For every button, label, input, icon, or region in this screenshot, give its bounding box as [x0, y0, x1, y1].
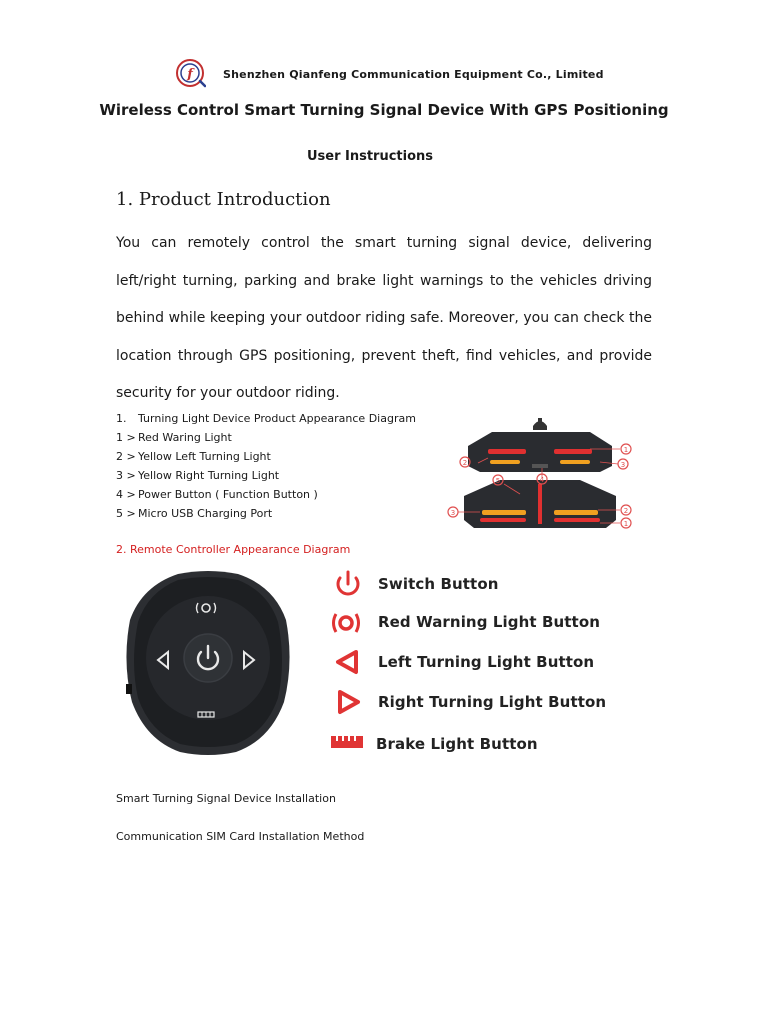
remote-heading: 2. Remote Controller Appearance Diagram — [116, 543, 351, 556]
legend-label: Left Turning Light Button — [378, 653, 595, 671]
document-title: Wireless Control Smart Turning Signal Device With GPS Positioning — [99, 101, 669, 119]
callout-label: 5 — [495, 477, 501, 485]
list-item: 4 > Power Button ( Function Button ) — [116, 488, 318, 501]
intro-paragraph: You can remotely control the smart turning signal device, delivering left/right turning, parking and brake light warnings to the vehicles driving behind while keeping your outdoor riding safe. Moreover, you can check the location through GPS positioning, prevent theft, find vehicles, and provide security for your outdoor riding. — [116, 235, 652, 402]
list-item: 3 > Yellow Right Turning Light — [116, 469, 280, 482]
legend-item-left-turn — [330, 646, 610, 680]
right-arrow-icon — [330, 686, 366, 718]
left-arrow-icon — [330, 646, 366, 678]
list-item: 2 > Yellow Left Turning Light — [116, 450, 271, 463]
brake-icon — [330, 726, 366, 758]
document-subtitle: User Instructions — [306, 149, 434, 164]
company-name: Shenzhen Qianfeng Communication Equipment Co., Limited — [223, 68, 604, 81]
legend-item-switch — [330, 568, 610, 602]
list-item: 5 > Micro USB Charging Port — [116, 507, 273, 520]
legend-label: Red Warning Light Button — [378, 613, 601, 631]
legend-label: Switch Button — [378, 575, 499, 593]
callout-label: 3 — [620, 461, 626, 469]
callout-label: 2 — [623, 507, 629, 515]
legend-item-brake — [330, 726, 610, 760]
section-heading-intro: 1. Product Introduction — [116, 189, 331, 210]
remote-controller-diagram — [124, 570, 292, 756]
sim-installation-heading: Communication SIM Card Installation Method — [116, 830, 365, 843]
company-logo — [174, 57, 206, 89]
callout-label: 1 — [623, 520, 629, 528]
legend-item-right-turn — [330, 686, 610, 720]
callout-label: 1 — [623, 446, 629, 454]
logo-letter: f — [187, 67, 193, 82]
legend-item-red-warning — [330, 606, 610, 640]
legend-label: Right Turning Light Button — [378, 693, 607, 711]
callout-label: 3 — [450, 509, 456, 517]
legend-label: Brake Light Button — [376, 735, 538, 753]
callout-label: 4 — [539, 476, 545, 484]
warning-light-icon — [330, 606, 366, 638]
power-icon — [330, 568, 366, 600]
list-heading: 1. Turning Light Device Product Appearance Diagram — [116, 412, 416, 425]
device-appearance-diagram — [440, 408, 650, 534]
callout-label: 2 — [462, 459, 468, 467]
installation-heading: Smart Turning Signal Device Installation — [116, 792, 336, 805]
appearance-list — [116, 409, 436, 523]
list-item: 1 > Red Waring Light — [116, 431, 232, 444]
